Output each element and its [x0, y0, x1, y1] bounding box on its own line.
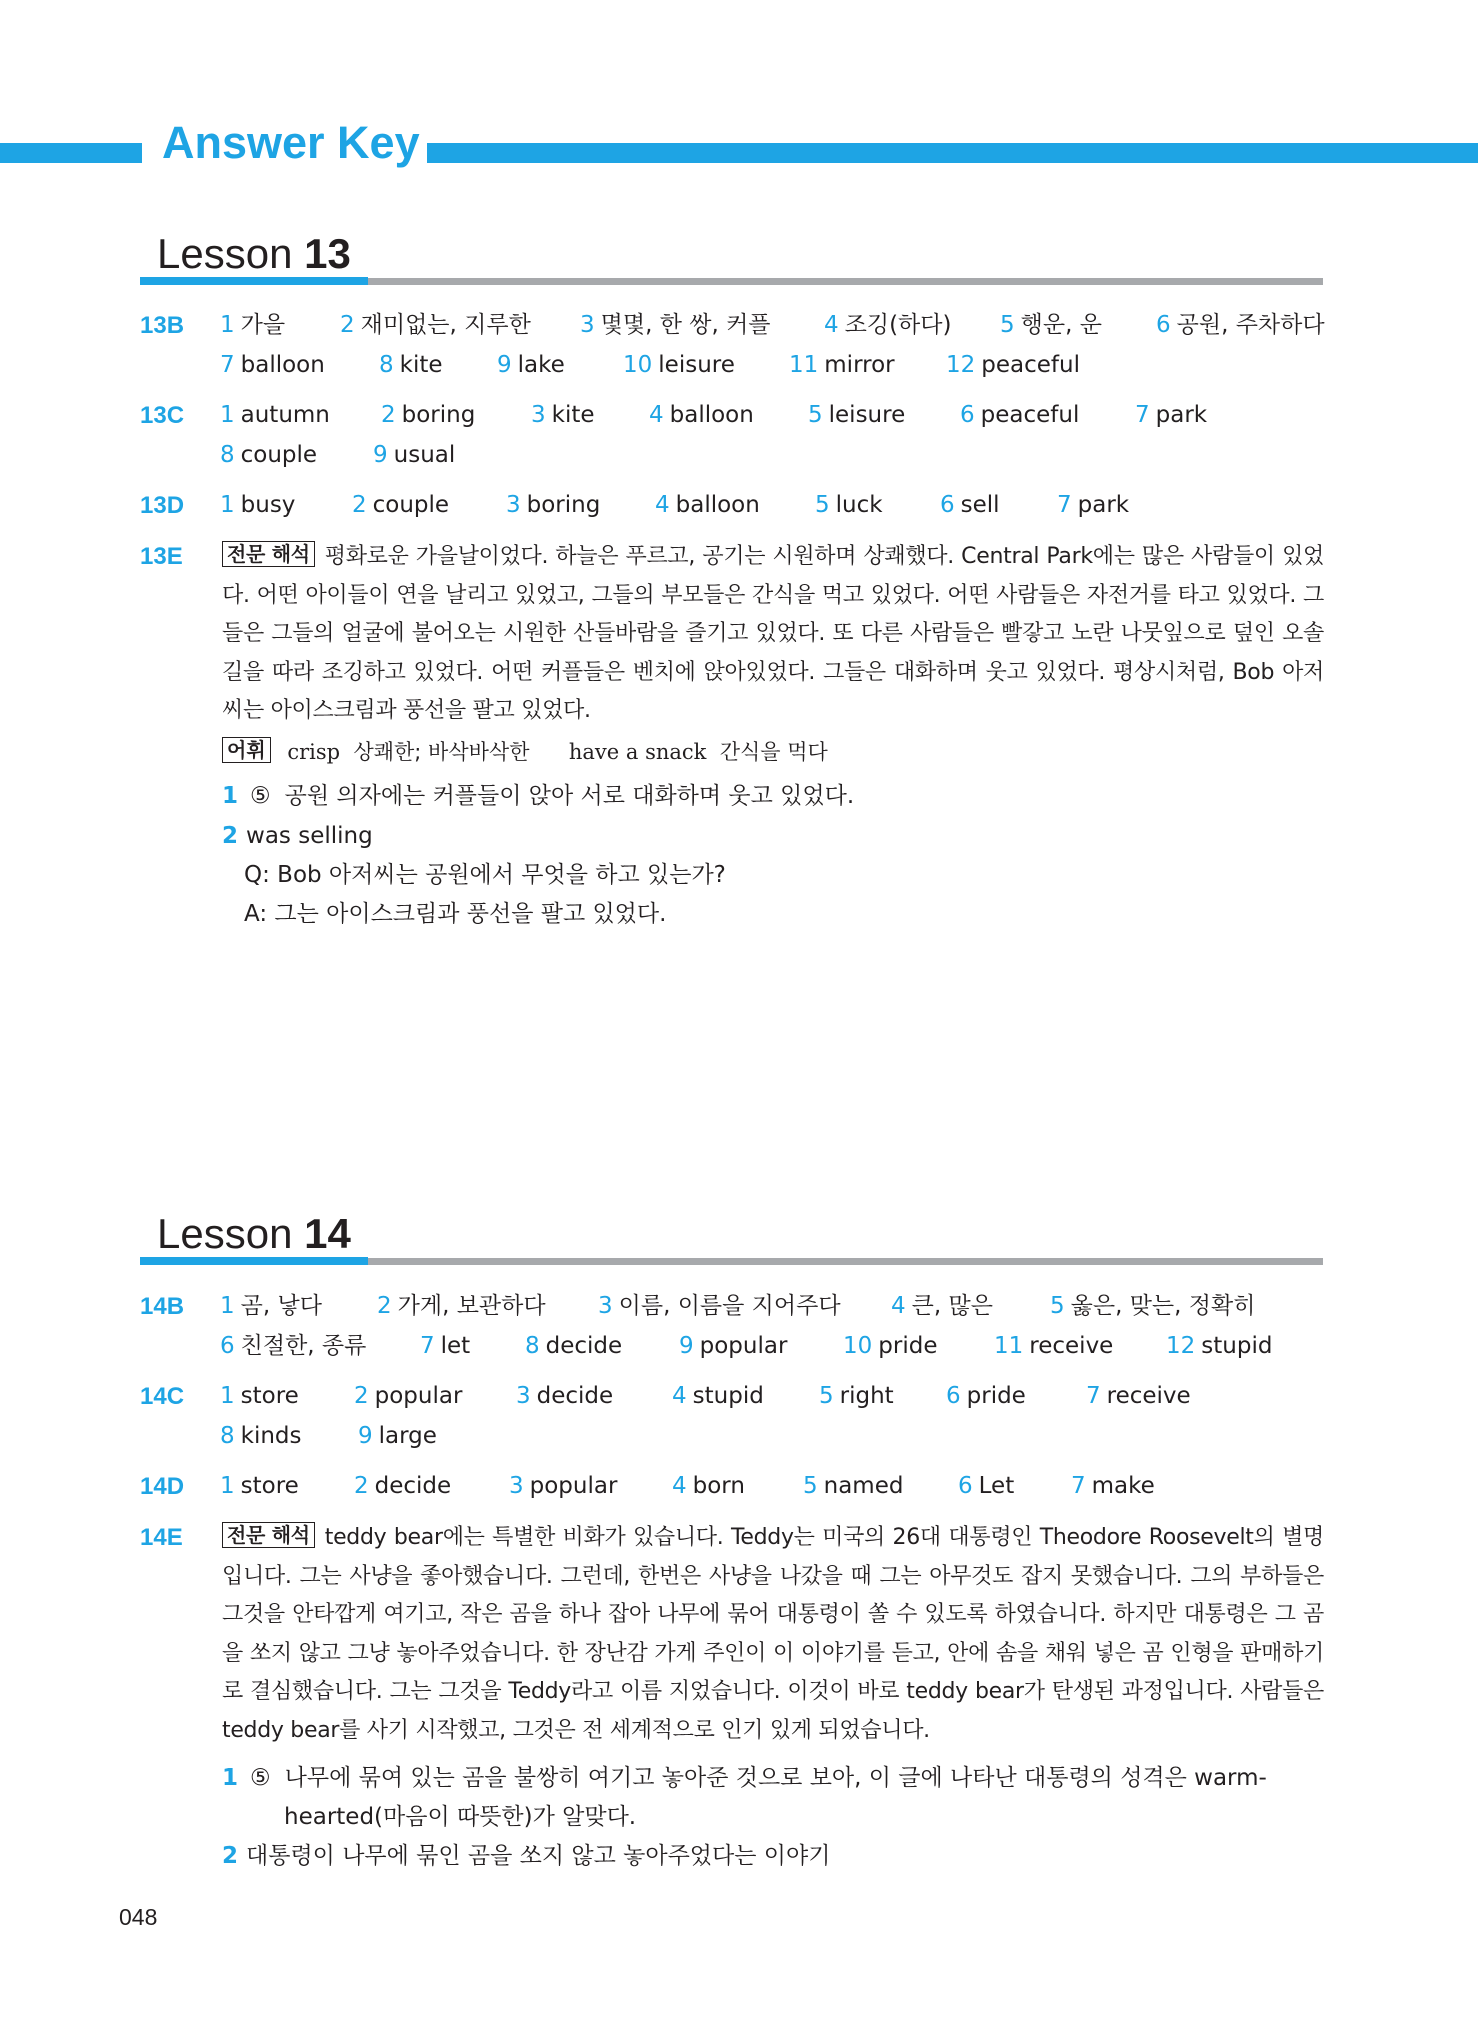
answer-item: 1 store: [220, 1473, 299, 1499]
answer-item: 7 park: [1057, 492, 1130, 518]
translation-text: teddy bear에는 특별한 비화가 있습니다. Teddy는 미국의 26대 대통령인 Theodore Roosevelt의 별명입니다. 그는 사냥을 좋아했습니다. 그런데, 한번은 사냥을 나갔을 때 그는 아무것도 잡지 못했습니다. 그의 부하들은 그것을 안타깝게 여기고, 작은 곰을 하나 잡아 나무에 묶어 대통령이 쏠 수 있도록 하였습니다. 하지만 대통령은 그 곰을 쏘지 않고 그냥 놓아주었습니다. 한 장난감 가게 주인이 이 이야기를 듣고, 안에 솜을 채워 넣은 곰 인형을 판매하기로 결심했습니다. 그는 그것을 Teddy라고 이름 지었습니다. 이것이 바로 teddy bear가 탄생된 과정입니다. 사람들은 teddy bear를 사기 시작했고, 그것은 전 세계적으로 인기 있게 되었습니다.: [222, 1525, 1324, 1743]
answer-item: 9 lake: [497, 352, 565, 378]
answer-item: 10 pride: [843, 1333, 938, 1359]
answer-item: 3 이름, 이름을 지어주다: [598, 1293, 841, 1319]
section-14e-translation: [222, 1519, 1324, 1751]
section-13e-q2: 2 was selling: [222, 823, 373, 849]
answer-item: 3 kite: [531, 402, 595, 428]
answer-item: 9 popular: [679, 1333, 788, 1359]
answer-item: 4 조깅(하다): [824, 312, 952, 338]
answer-item: 1 autumn: [220, 402, 330, 428]
section-14e-label: 14E: [140, 1524, 183, 1551]
answer-item: 3 몇몇, 한 쌍, 커플: [580, 312, 771, 338]
answer-item: 2 재미없는, 지루한: [340, 312, 531, 338]
answer-item: 1 store: [220, 1383, 299, 1409]
translation-tag: 전문 해석: [222, 1522, 315, 1548]
lesson-13-title: Lesson 13: [157, 230, 351, 277]
answer-item: 7 receive: [1086, 1383, 1191, 1409]
answer-item: 4 큰, 많은: [891, 1293, 993, 1319]
answer-item: 7 make: [1071, 1473, 1155, 1499]
header-bar-right: [427, 143, 1478, 163]
answer-item: 6 Let: [958, 1473, 1015, 1499]
translation-tag: 전문 해석: [222, 541, 315, 567]
answer-item: 4 balloon: [655, 492, 760, 518]
section-14e-q2: 2 대통령이 나무에 묶인 곰을 쏘지 않고 놓아주었다는 이야기: [222, 1843, 831, 1869]
vocab-tag: 어휘: [222, 737, 271, 763]
answer-item: 4 born: [672, 1473, 745, 1499]
answer-item: 5 행운, 운: [1000, 312, 1102, 338]
answer-item: 9 large: [358, 1423, 437, 1449]
answer-item: 9 usual: [373, 442, 456, 468]
answer-item: 3 popular: [509, 1473, 618, 1499]
section-13e-label: 13E: [140, 543, 183, 570]
header-bar-left: [0, 143, 142, 163]
answer-item: 8 kinds: [220, 1423, 302, 1449]
answer-item: 4 stupid: [672, 1383, 764, 1409]
section-13e-q1: 1 ⑤ 공원 의자에는 커플들이 앉아 서로 대화하며 웃고 있었다.: [222, 783, 855, 809]
answer-item: 4 balloon: [649, 402, 754, 428]
answer-item: 1 곰, 낳다: [220, 1293, 322, 1319]
lesson-14-rule-blue: [140, 1257, 368, 1265]
section-13e-translation: [222, 538, 1324, 731]
lesson-14-title: Lesson 14: [157, 1210, 351, 1257]
section-13d-label: 13D: [140, 492, 185, 519]
answer-item: 2 couple: [352, 492, 450, 518]
section-14e-q1-cont: hearted(마음이 따뜻한)가 알맞다.: [284, 1804, 637, 1830]
answer-item: 2 decide: [354, 1473, 452, 1499]
answer-item: 6 pride: [946, 1383, 1026, 1409]
answer-item: 5 옳은, 맞는, 정확히: [1050, 1293, 1256, 1319]
answer-item: 1 가을: [220, 312, 286, 338]
answer-item: 8 decide: [525, 1333, 623, 1359]
answer-item: 10 leisure: [623, 352, 735, 378]
answer-item: 2 boring: [381, 402, 476, 428]
answer-item: 12 stupid: [1166, 1333, 1273, 1359]
lesson-13-rule-blue: [140, 277, 368, 285]
answer-item: 5 leisure: [808, 402, 906, 428]
lesson-13-rule-gray: [368, 278, 1323, 285]
answer-item: 6 sell: [940, 492, 1000, 518]
answer-item: 8 kite: [379, 352, 443, 378]
section-13e-q2-answer: A: 그는 아이스크림과 풍선을 팔고 있었다.: [244, 901, 667, 927]
answer-item: 5 right: [819, 1383, 894, 1409]
answer-item: 7 park: [1135, 402, 1208, 428]
answer-item: 5 named: [803, 1473, 904, 1499]
answer-item: 6 친절한, 종류: [220, 1333, 367, 1359]
section-13e-vocab: 어휘 crisp 상쾌한; 바삭바삭한 have a snack 간식을 먹다: [222, 737, 828, 763]
section-13c-label: 13C: [140, 402, 185, 429]
answer-item: 3 boring: [506, 492, 601, 518]
section-14d-label: 14D: [140, 1473, 185, 1500]
section-13e-q2-question: Q: Bob 아저씨는 공원에서 무엇을 하고 있는가?: [244, 862, 726, 888]
answer-item: 7 let: [420, 1333, 471, 1359]
section-14c-label: 14C: [140, 1383, 185, 1410]
page-title: Answer Key: [162, 117, 420, 168]
answer-item: 6 공원, 주차하다: [1156, 312, 1325, 338]
section-13b-label: 13B: [140, 312, 185, 339]
answer-item: 3 decide: [516, 1383, 614, 1409]
answer-item: 11 mirror: [789, 352, 895, 378]
answer-item: 12 peaceful: [946, 352, 1080, 378]
answer-item: 2 가게, 보관하다: [377, 1293, 546, 1319]
answer-item: 7 balloon: [220, 352, 325, 378]
page-number: 048: [119, 1904, 158, 1930]
answer-item: 2 popular: [354, 1383, 463, 1409]
answer-item: 6 peaceful: [960, 402, 1080, 428]
lesson-14-rule-gray: [368, 1258, 1323, 1265]
answer-item: 11 receive: [994, 1333, 1114, 1359]
answer-item: 8 couple: [220, 442, 318, 468]
answer-item: 5 luck: [815, 492, 883, 518]
answer-item: 1 busy: [220, 492, 296, 518]
section-14e-q1: 1 ⑤ 나무에 묶여 있는 곰을 불쌍히 여기고 놓아준 것으로 보아, 이 글에 나타난 대통령의 성격은 warm-: [222, 1765, 1267, 1791]
section-14b-label: 14B: [140, 1293, 185, 1320]
translation-text: 평화로운 가을날이었다. 하늘은 푸르고, 공기는 시원하며 상쾌했다. Central Park에는 많은 사람들이 있었다. 어떤 아이들이 연을 날리고 있었고, 그들의 부모들은 간식을 먹고 있었다. 어떤 사람들은 자전거를 타고 있었다. 그들은 그들의 얼굴에 불어오는 시원한 산들바람을 즐기고 있었다. 또 다른 사람들은 빨갛고 노란 나뭇잎으로 덮인 오솔길을 따라 조깅하고 있었다. 어떤 커플들은 벤치에 앉아있었다. 그들은 대화하며 웃고 있었다. 평상시처럼, Bob 아저씨는 아이스크림과 풍선을 팔고 있었다.: [222, 544, 1324, 724]
